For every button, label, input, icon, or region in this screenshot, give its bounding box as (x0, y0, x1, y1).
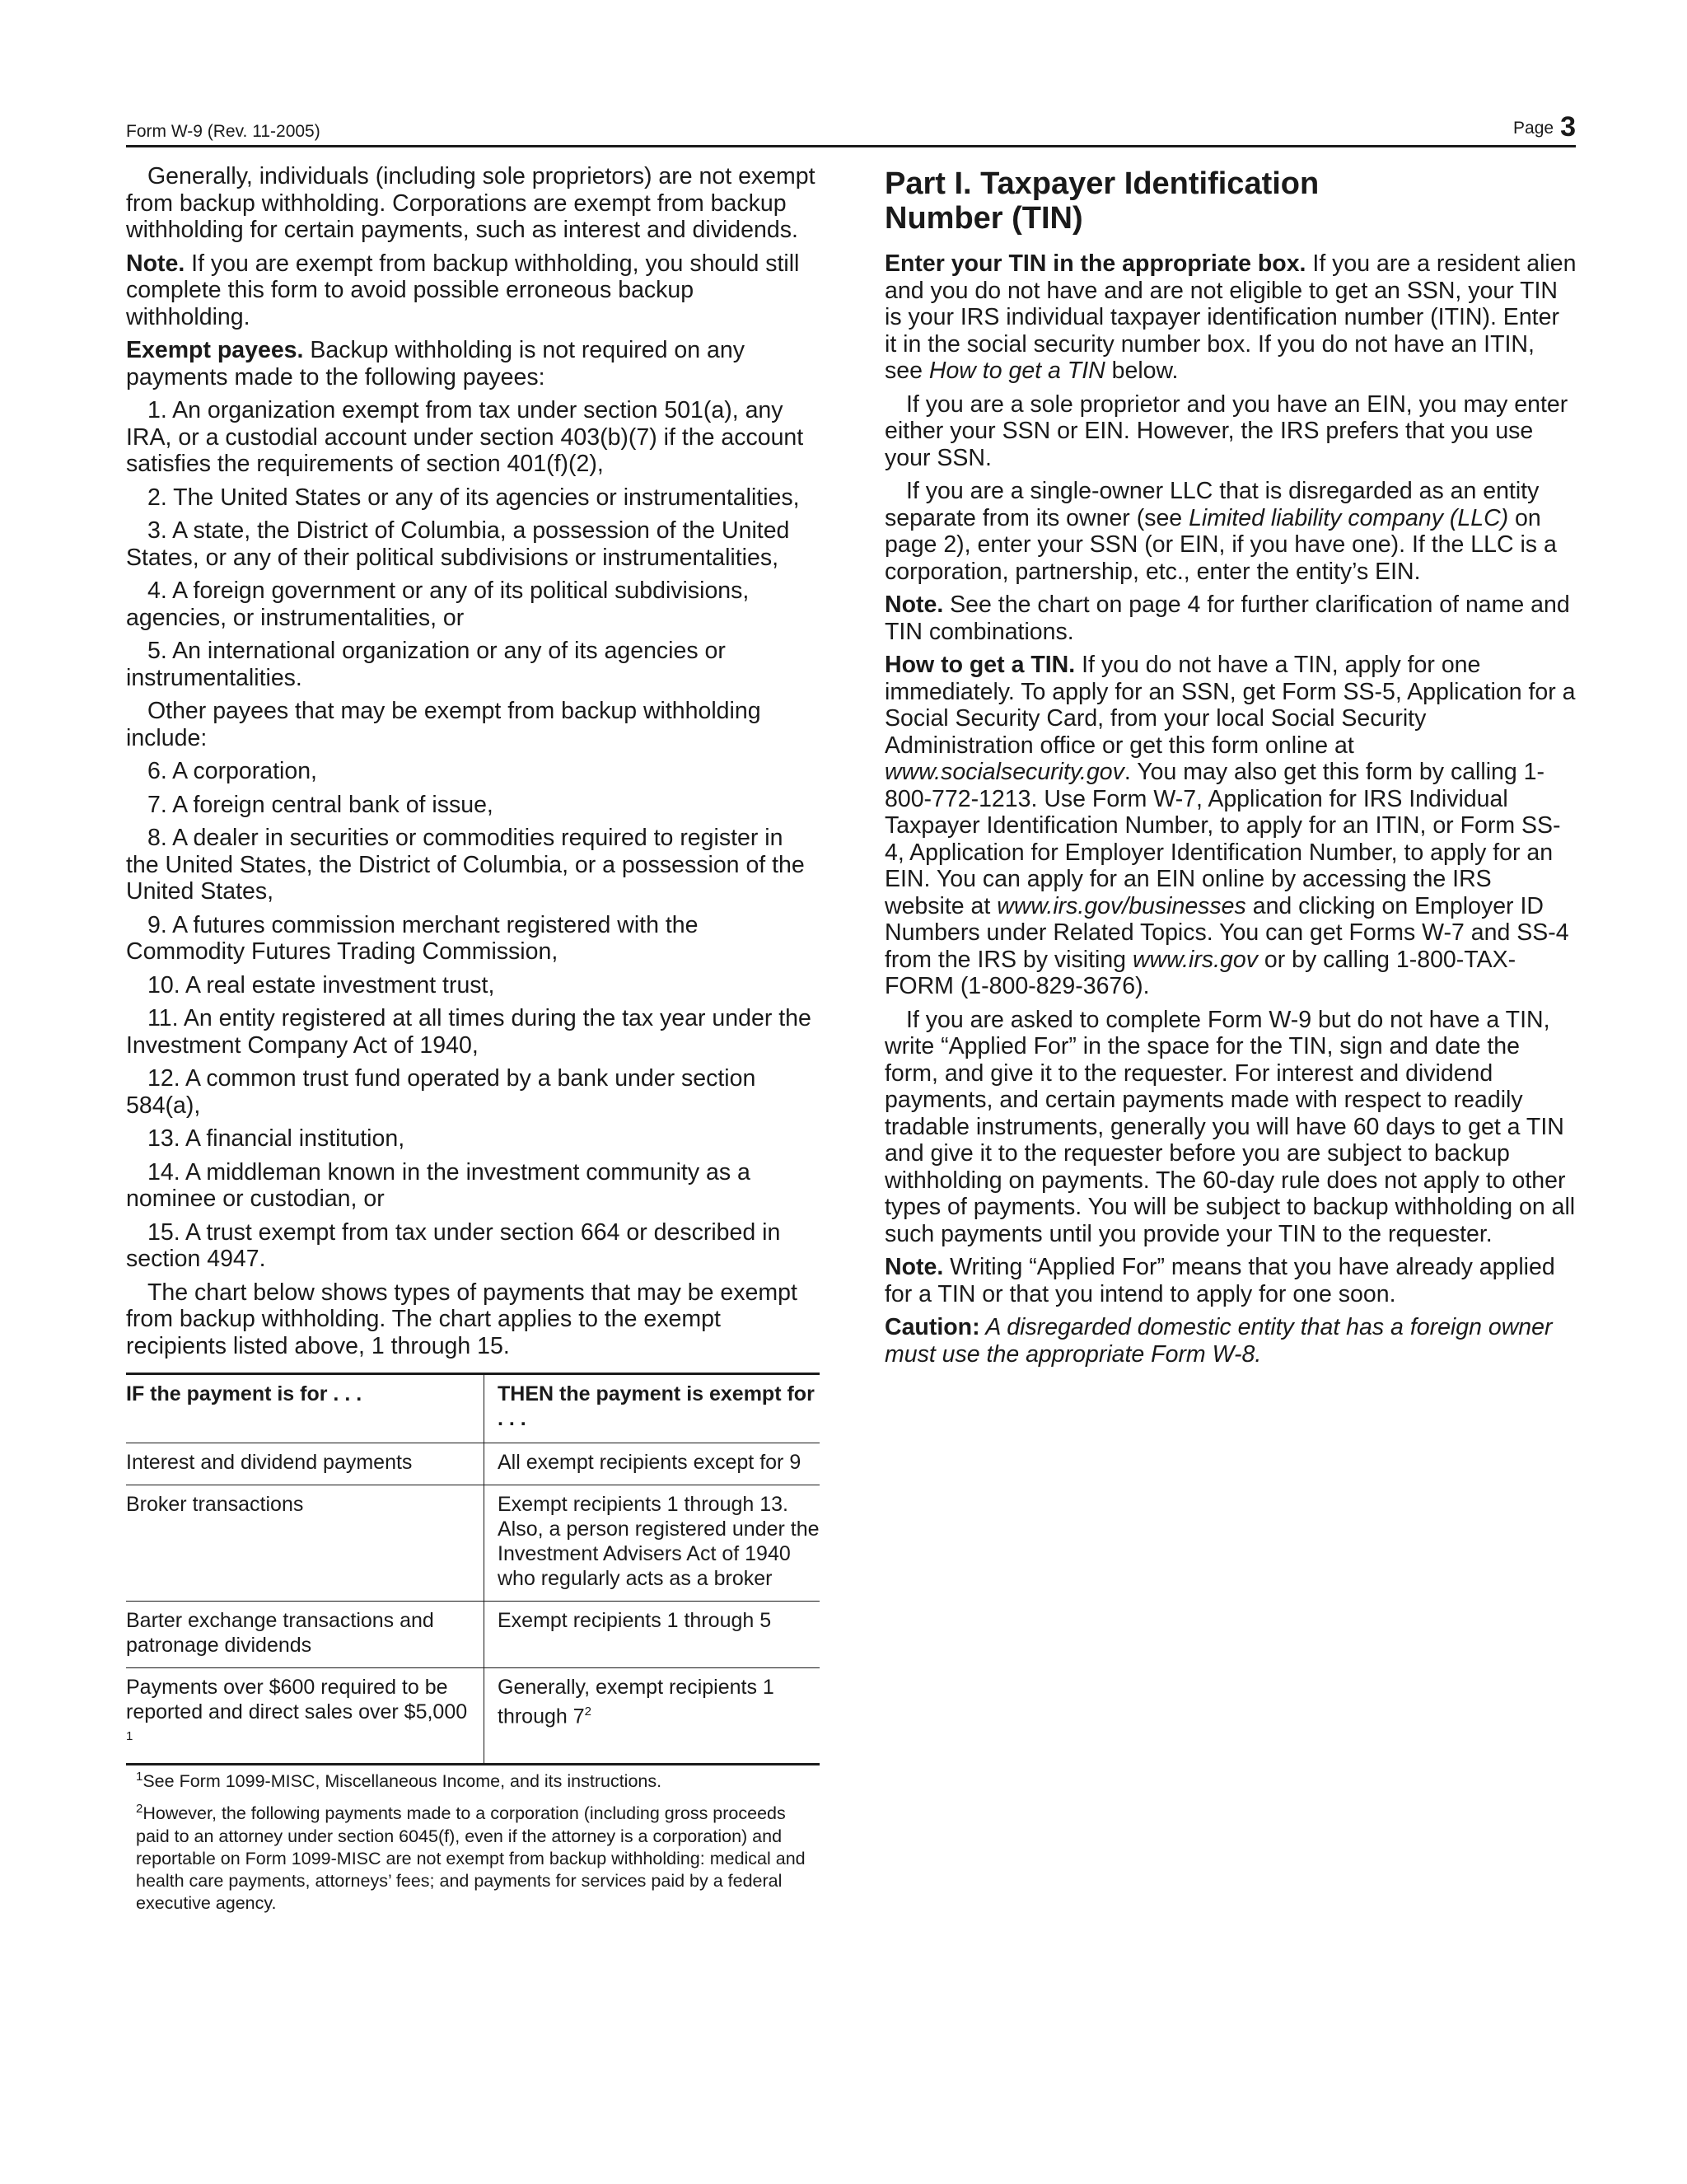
table-row (126, 1443, 820, 1485)
right-column (885, 163, 1577, 1374)
sole-proprietor-paragraph: If you are a sole proprietor and you have an EIN, you may enter either your SSN or EIN. However, the IRS prefers that you use your SSN. (885, 391, 1568, 471)
footnote-mark: 1 (136, 1770, 143, 1784)
how-to-get-tin-paragraph (885, 652, 1577, 1000)
list-item: 10. A real estate investment trust, (147, 971, 495, 998)
table-cell-then (484, 1668, 820, 1765)
table-cell-if: Interest and dividend payments (126, 1443, 484, 1485)
footnote (126, 1798, 820, 1914)
exempt-payees-label: Exempt payees. (126, 337, 304, 363)
llc-text-b: on page 2), enter your SSN (or EIN, if you have one). If the LLC is a corporation, partnership, etc., enter the entity’s EIN. (885, 504, 1557, 585)
list-item: 1. An organization exempt from tax under section 501(a), any IRA, or a custodial account under section 403(b)(7) if the account satisfies the requirements of section 401(f)(2), (126, 397, 804, 477)
table-cell-then: Exempt recipients 1 through 5 (484, 1602, 820, 1668)
list-item: 4. A foreign government or any of its political subdivisions, agencies, or instrumentalities, or (126, 578, 750, 631)
list-item: 8. A dealer in securities or commodities required to register in the United States, the District of Columbia, or a possession of the United States, (126, 825, 805, 905)
list-item: 5. An international organization or any of its agencies or instrumentalities. (126, 638, 726, 691)
llc-text-a: If you are a single-owner LLC that is disregarded as an entity separate from its owner (see (885, 478, 1540, 531)
note-paragraph (126, 250, 820, 331)
table-cell-if: Broker transactions (126, 1485, 484, 1602)
exempt-payees-text: Backup withholding is not required on any payments made to the following payees: (126, 337, 745, 391)
irs-businesses-link[interactable]: www.irs.gov/businesses (997, 892, 1246, 919)
footnote-text: See Form 1099-MISC, Miscellaneous Income, and its instructions. (143, 1771, 662, 1792)
table-cell-then-text: Generally, exempt recipients 1 through 7 (498, 1676, 774, 1728)
left-column (126, 163, 820, 1920)
table-row (126, 1668, 820, 1765)
table-cell-if (126, 1668, 484, 1765)
section-title-line2: Number (TIN) (885, 201, 1083, 236)
list-item: 6. A corporation, (147, 758, 317, 784)
table-header-if: IF the payment is for . . . (126, 1374, 484, 1443)
list-item: 12. A common trust fund operated by a bank under section 584(a), (126, 1065, 756, 1119)
note-label: Note. (126, 250, 185, 277)
form-id: Form W-9 (Rev. 11-2005) (126, 122, 320, 141)
page-header (126, 111, 1576, 147)
enter-tin-text: If you are a resident alien and you do not have and are not eligible to get an SSN, your TIN is your IRS individual taxpayer identification number (ITIN). Enter it in the social security number box. If you do not have an ITIN, see (885, 250, 1577, 384)
list-item: 2. The United States or any of its agencies or instrumentalities, (147, 484, 800, 511)
table-cell-then: Exempt recipients 1 through 13. Also, a person registered under the Investment Advisers Act of 1940 who regularly acts as a broker (484, 1485, 820, 1602)
note-applied-paragraph (885, 1254, 1577, 1307)
llc-ref: Limited liability company (LLC) (1189, 504, 1509, 531)
how-to-text-d: or by calling 1-800-TAX-FORM (1-800-829-3676). (885, 946, 1516, 999)
applied-for-paragraph: If you are asked to complete Form W-9 but do not have a TIN, write “Applied For” in the space for the TIN, sign and date the form, and give it to the requester. For interest and dividend payments, and certain payments made with respect to readily tradable instruments, generally you will have 60 days to get a TIN and give it to the requester before you are subject to backup withholding on payments. The 60-day rule does not apply to other types of payments. You will be subject to backup withholding on all such payments until you provide your TIN to the requester. (885, 1006, 1576, 1247)
table-header-row (126, 1374, 820, 1443)
list-item: 11. An entity registered at all times during the tax year under the Investment Company Act of 1940, (126, 1005, 811, 1059)
enter-tin-paragraph (885, 250, 1577, 385)
how-to-text-a: If you do not have a TIN, apply for one immediately. To apply for an SSN, get Form SS-5, Application for a Social Security Card, from your local Social Security Administration office or get this form online at (885, 652, 1576, 759)
note-chart-paragraph (885, 592, 1577, 645)
list-item: 14. A middleman known in the investment community as a nominee or custodian, or (126, 1158, 750, 1212)
socialsecurity-link[interactable]: www.socialsecurity.gov (885, 759, 1124, 785)
other-payees-paragraph: Other payees that may be exempt from backup withholding include: (126, 698, 761, 751)
list-item: 3. A state, the District of Columbia, a possession of the United States, or any of their political subdivisions or instrumentalities, (126, 517, 790, 571)
note-label: Note. (885, 1254, 944, 1280)
enter-tin-label: Enter your TIN in the appropriate box. (885, 250, 1306, 277)
footnote-ref: 1 (126, 1729, 133, 1743)
chart-intro-paragraph: The chart below shows types of payments that may be exempt from backup withholding. The chart applies to the exempt recipients listed above, 1 through 15. (126, 1279, 797, 1359)
table-header-then: THEN the payment is exempt for . . . (484, 1374, 820, 1443)
page-word: Page (1513, 119, 1554, 138)
exempt-payment-table (126, 1373, 820, 1765)
table-cell-if: Barter exchange transactions and patronage dividends (126, 1602, 484, 1668)
list-item: 9. A futures commission merchant registered with the Commodity Futures Trading Commission, (126, 911, 699, 965)
intro-paragraph: Generally, individuals (including sole proprietors) are not exempt from backup withholding. Corporations are exempt from backup withholding for certain payments, such as interest and dividends. (126, 163, 815, 243)
table-row (126, 1485, 820, 1602)
caution-text: A disregarded domestic entity that has a foreign owner must use the appropriate Form W-8. (885, 1314, 1553, 1368)
footnote-ref: 2 (584, 1705, 591, 1719)
note-text: Writing “Applied For” means that you have already applied for a TIN or that you intend to apply for one soon. (885, 1254, 1555, 1307)
page-number: 3 (1560, 111, 1576, 143)
section-title (885, 166, 1577, 236)
table-row (126, 1602, 820, 1668)
how-to-text-c: and clicking on Employer ID Numbers under Related Topics. You can get Forms W-7 and SS-4 from the IRS by visiting (885, 892, 1569, 973)
caution-paragraph (885, 1314, 1577, 1368)
note-label: Note. (885, 592, 944, 618)
footnote (126, 1765, 820, 1793)
page-number-label (1513, 111, 1576, 143)
how-to-get-tin-label: How to get a TIN. (885, 652, 1076, 678)
footnote-text: However, the following payments made to a corporation (including gross proceeds paid to an attorney under section 6045(f), even if the attorney is a corporation) and reportable on Form 1099-MISC are not exempt from backup withholding: medical and health care payments, attorneys’ fees; and payments for services paid by a federal executive agency. (136, 1803, 806, 1913)
section-title-line1: Part I. Taxpayer Identification (885, 166, 1320, 201)
how-to-get-tin-ref: How to get a TIN (928, 358, 1105, 384)
note-text: If you are exempt from backup withholding, you should still complete this form to avoid possible erroneous backup withholding. (126, 250, 800, 330)
note-text: See the chart on page 4 for further clarification of name and TIN combinations. (885, 592, 1570, 645)
footnote-mark: 2 (136, 1802, 143, 1817)
header-rule (126, 145, 1576, 147)
list-item: 15. A trust exempt from tax under section 664 or described in section 4947. (126, 1218, 781, 1272)
table-cell-if-text: Payments over $600 required to be reported and direct sales over $5,000 (126, 1676, 468, 1723)
table-cell-then: All exempt recipients except for 9 (484, 1443, 820, 1485)
irs-link[interactable]: www.irs.gov (1132, 946, 1258, 973)
exempt-payees-paragraph (126, 337, 820, 391)
how-to-text-b: . You may also get this form by calling 1-800-772-1213. Use Form W-7, Application for IRS Individual Taxpayer Identification Number, to apply for an ITIN, or Form SS-4, Application for Employer Identification Number, to apply for an EIN. You can apply for an EIN online by accessing the IRS website at (885, 759, 1561, 919)
list-item: 13. A financial institution, (147, 1125, 405, 1152)
list-item: 7. A foreign central bank of issue, (147, 791, 493, 818)
llc-paragraph (885, 478, 1577, 585)
caution-label: Caution: (885, 1314, 980, 1340)
enter-tin-end: below. (1105, 358, 1179, 384)
